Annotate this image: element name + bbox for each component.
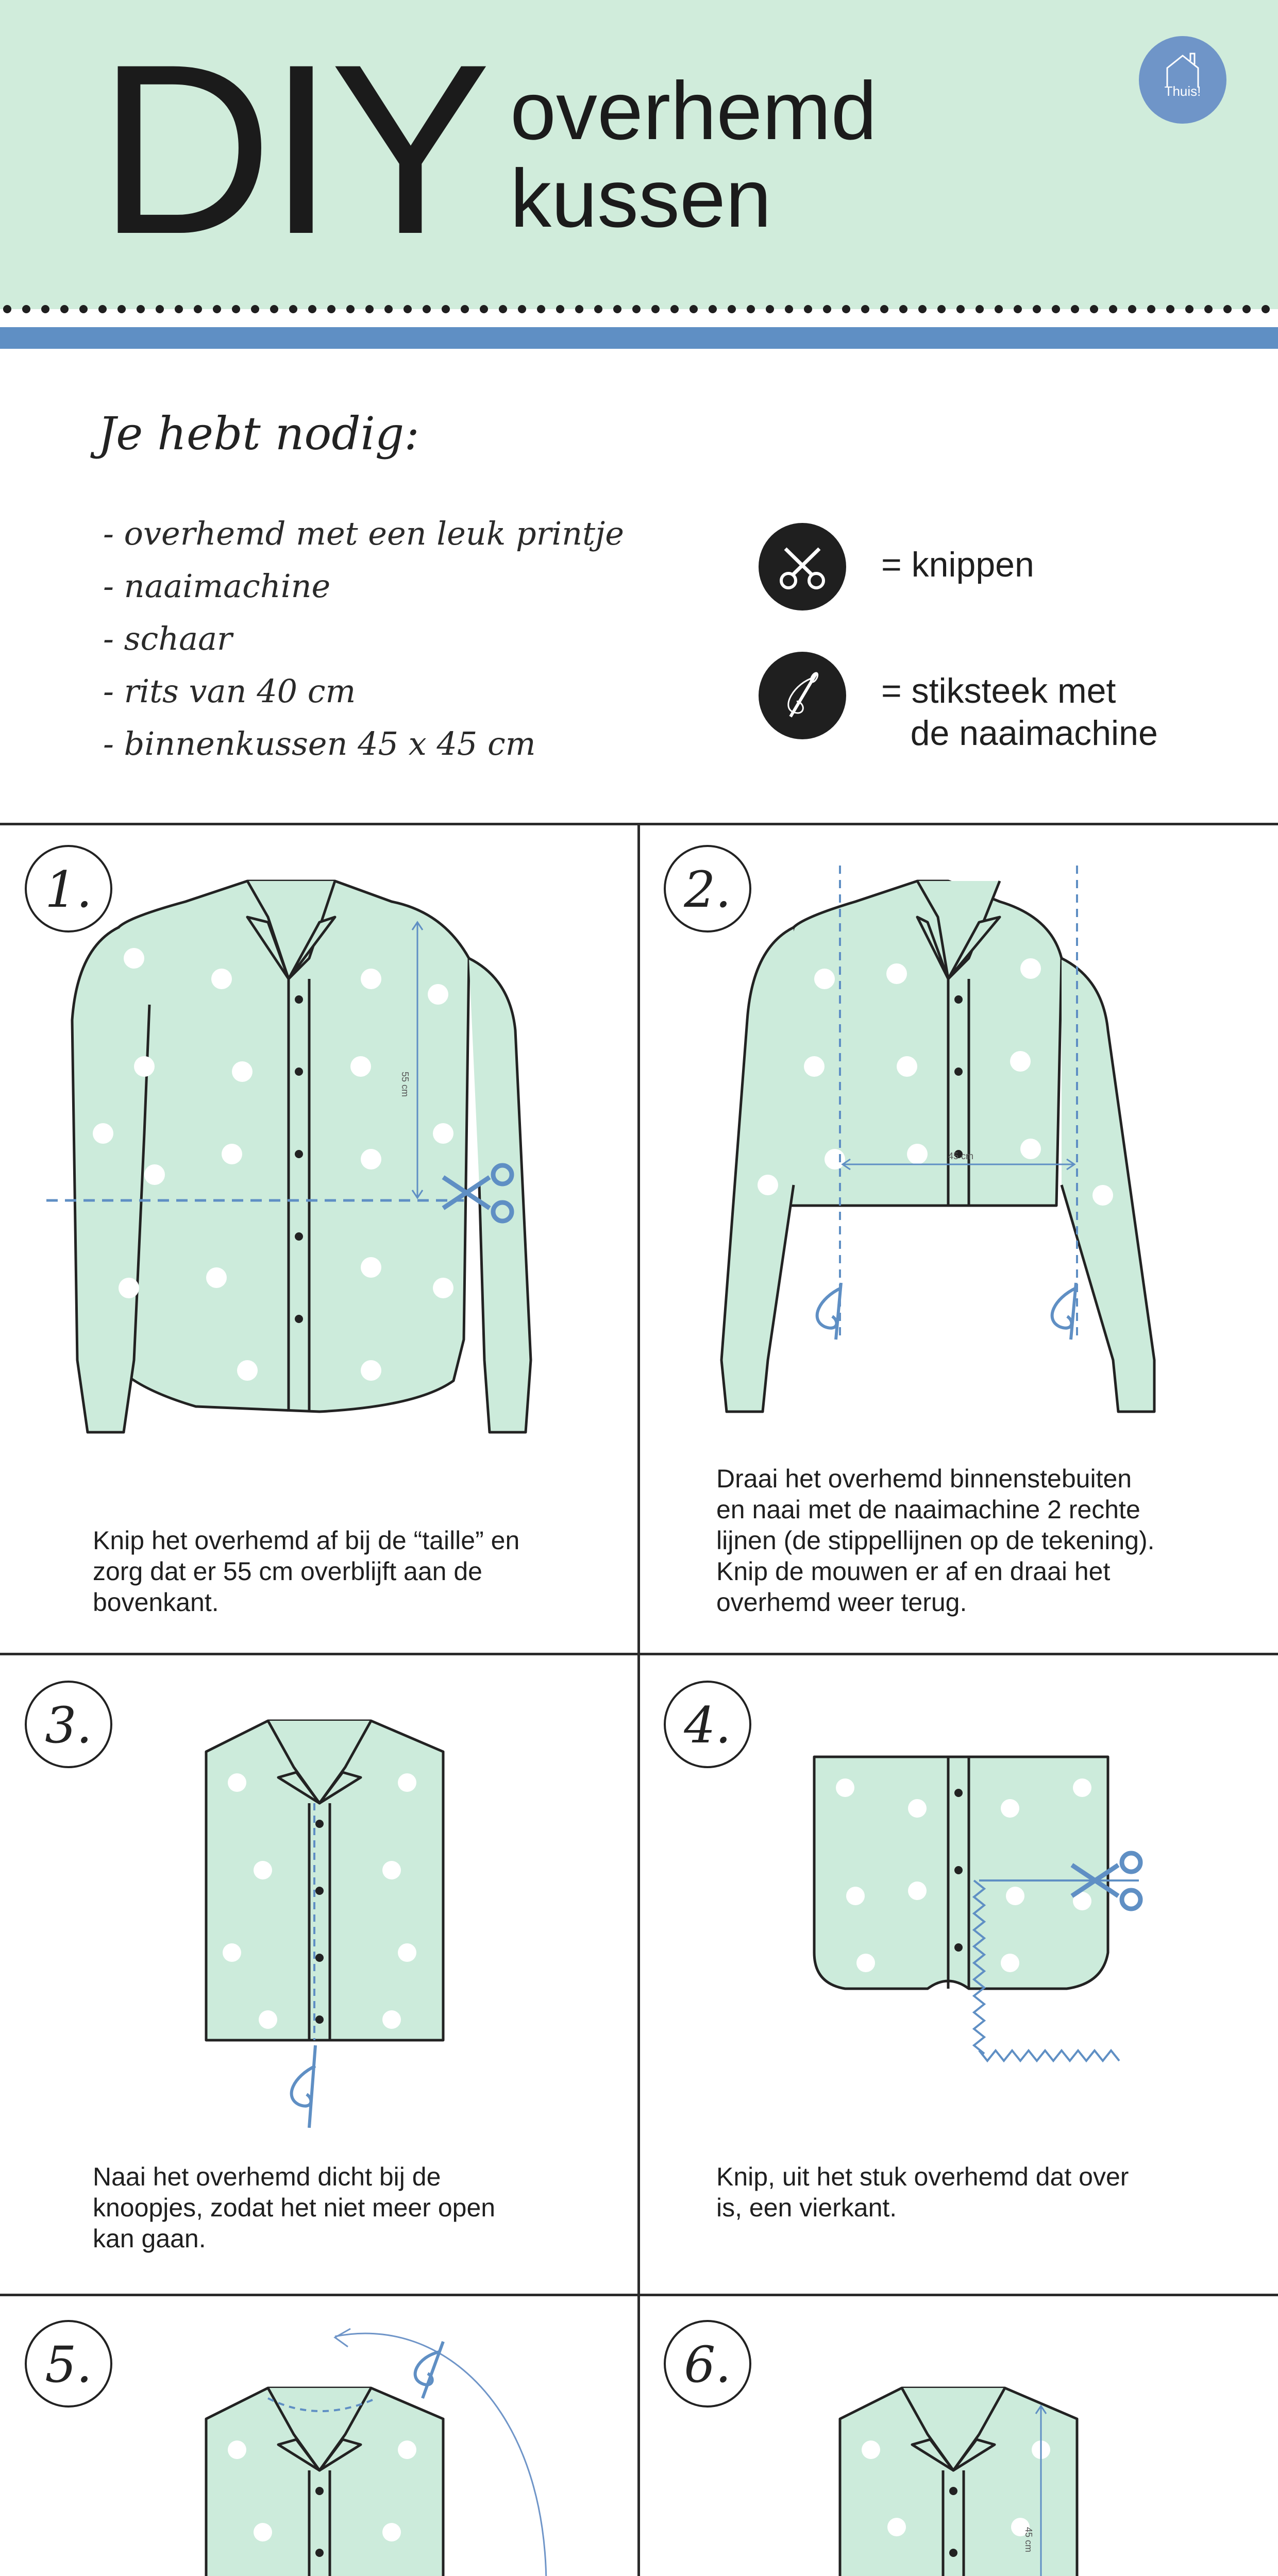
fabric-dot: [862, 2441, 880, 2459]
logo-badge: [1139, 36, 1226, 124]
fabric-dot: [259, 2010, 277, 2029]
measure-label-step6: 45 cm: [1023, 2527, 1034, 2553]
fabric-dot: [1020, 958, 1041, 979]
shirt-drawing: [721, 881, 1154, 1412]
fabric-dot: [1010, 1051, 1031, 1072]
needs-title: Je hebt nodig:: [98, 407, 419, 460]
fabric-dot: [254, 1861, 272, 1879]
fabric-dot: [119, 1278, 139, 1298]
list-item: - overhemd met een leuk printje: [103, 515, 624, 552]
legend-stitch-label: = stiksteek met de naaimachine: [881, 671, 1158, 753]
step-4-illustration: [639, 1654, 1276, 2169]
fabric-dot: [825, 1149, 845, 1170]
fabric-dot: [836, 1778, 854, 1797]
fabric-dot: [1092, 1185, 1113, 1206]
fabric-dot: [223, 1943, 241, 1962]
fabric-dot: [228, 1773, 246, 1792]
fabric-dot: [814, 969, 835, 989]
fabric-dot: [228, 2441, 246, 2459]
step-5-number: 5.: [25, 2320, 112, 2408]
fabric-dot: [428, 984, 448, 1005]
needle-icon: [817, 1283, 1076, 1340]
house-icon: [1139, 36, 1226, 124]
needs-list: [103, 507, 624, 770]
fabric-dot: [361, 1149, 381, 1170]
header-banner: [0, 0, 1278, 309]
fabric-dot: [907, 1144, 928, 1164]
fabric-dot: [134, 1056, 155, 1077]
fabric-dot: [211, 969, 232, 989]
fabric-dot: [398, 2441, 416, 2459]
fabric-dot: [361, 1360, 381, 1381]
fabric-dot: [232, 1061, 253, 1082]
fabric-dot: [1073, 1778, 1091, 1797]
list-item: - naaimachine: [103, 567, 331, 605]
step-2-illustration: [639, 824, 1276, 1494]
fabric-dot: [1006, 1887, 1024, 1905]
step-3-number: 3.: [25, 1681, 112, 1768]
step-1-number: 1.: [25, 845, 112, 933]
fabric-dot: [398, 1773, 416, 1792]
fabric-dot: [804, 1056, 825, 1077]
step-3-text: Naai het overhemd dicht bij de knoopjes, zodat het niet meer open kan gaan.: [93, 2162, 496, 2253]
fabric-dot: [897, 1056, 917, 1077]
fabric-dot: [361, 969, 381, 989]
shirt-drawing: [206, 1721, 443, 2040]
fabric-dot: [382, 1861, 401, 1879]
fabric-dot: [887, 2518, 906, 2536]
fabric-dot: [433, 1278, 453, 1298]
shirt-drawing: [206, 2388, 443, 2576]
blue-band: [0, 327, 1278, 349]
title-diy: DIY: [98, 14, 486, 284]
fabric-dot: [350, 1056, 371, 1077]
fabric-dot: [237, 1360, 258, 1381]
step-1-text: Knip het overhemd af bij de “taille” en zorg dat er 55 cm overblijft aan de bovenkant.: [93, 1526, 520, 1617]
step-4-number: 4.: [664, 1681, 751, 1768]
step-6-illustration: [639, 2295, 1276, 2576]
logo-text: Thuis!: [1164, 83, 1201, 99]
legend-cut-label: = knippen: [881, 545, 1034, 584]
fabric-dot: [1001, 1954, 1019, 1972]
fabric-dot: [254, 2523, 272, 2541]
list-item: - schaar: [103, 620, 232, 657]
needle-icon: [415, 2342, 443, 2398]
fabric-dot: [433, 1123, 453, 1144]
list-item: - binnenkussen 45 x 45 cm: [103, 725, 536, 762]
fabric-dot: [886, 963, 907, 984]
measure-label-step1: 55 cm: [400, 1072, 410, 1097]
measure-label-step2: 45 cm: [948, 1151, 974, 1161]
fabric-dot: [124, 948, 144, 969]
fabric-dot: [206, 1267, 227, 1288]
fabric-dot: [1001, 1799, 1019, 1818]
fabric-dot: [93, 1123, 113, 1144]
fabric-dot: [908, 1799, 927, 1818]
step-3-illustration: [0, 1654, 637, 2169]
scissors-icon: [759, 523, 846, 611]
title-line-overhemd: overhemd: [510, 64, 877, 157]
fabric-dot: [382, 2010, 401, 2029]
step-2-text: Draai het overhemd binnenstebuiten en naai met de naaimachine 2 rechte lijnen (de stippellijnen op de tekening). Knip de mouwen er af en draai het overhemd weer terug.: [716, 1464, 1155, 1617]
arrow-head: [335, 2329, 350, 2347]
needle-icon: [759, 652, 846, 739]
step-2-number: 2.: [664, 845, 751, 933]
fabric-dot: [758, 1175, 778, 1195]
step-1-illustration: [0, 824, 637, 1494]
fabric-dot: [398, 1943, 416, 1962]
step-5-illustration: [0, 2295, 637, 2576]
title-line-kussen: kussen: [510, 152, 771, 244]
fabric-dot: [222, 1144, 242, 1164]
needle-icon: [292, 2045, 315, 2128]
fabric-dot: [1020, 1139, 1041, 1159]
list-item: - rits van 40 cm: [103, 672, 356, 710]
fabric-dot: [856, 1954, 875, 1972]
fabric-dot: [144, 1164, 165, 1185]
step-4-text: Knip, uit het stuk overhemd dat over is, een vierkant.: [716, 2162, 1129, 2222]
fabric-dot: [382, 2523, 401, 2541]
fabric-dot: [908, 1882, 927, 1900]
dotted-divider: [0, 303, 1278, 315]
step-6-number: 6.: [664, 2320, 751, 2408]
fabric-dot: [361, 1257, 381, 1278]
fabric-dot: [846, 1887, 865, 1905]
